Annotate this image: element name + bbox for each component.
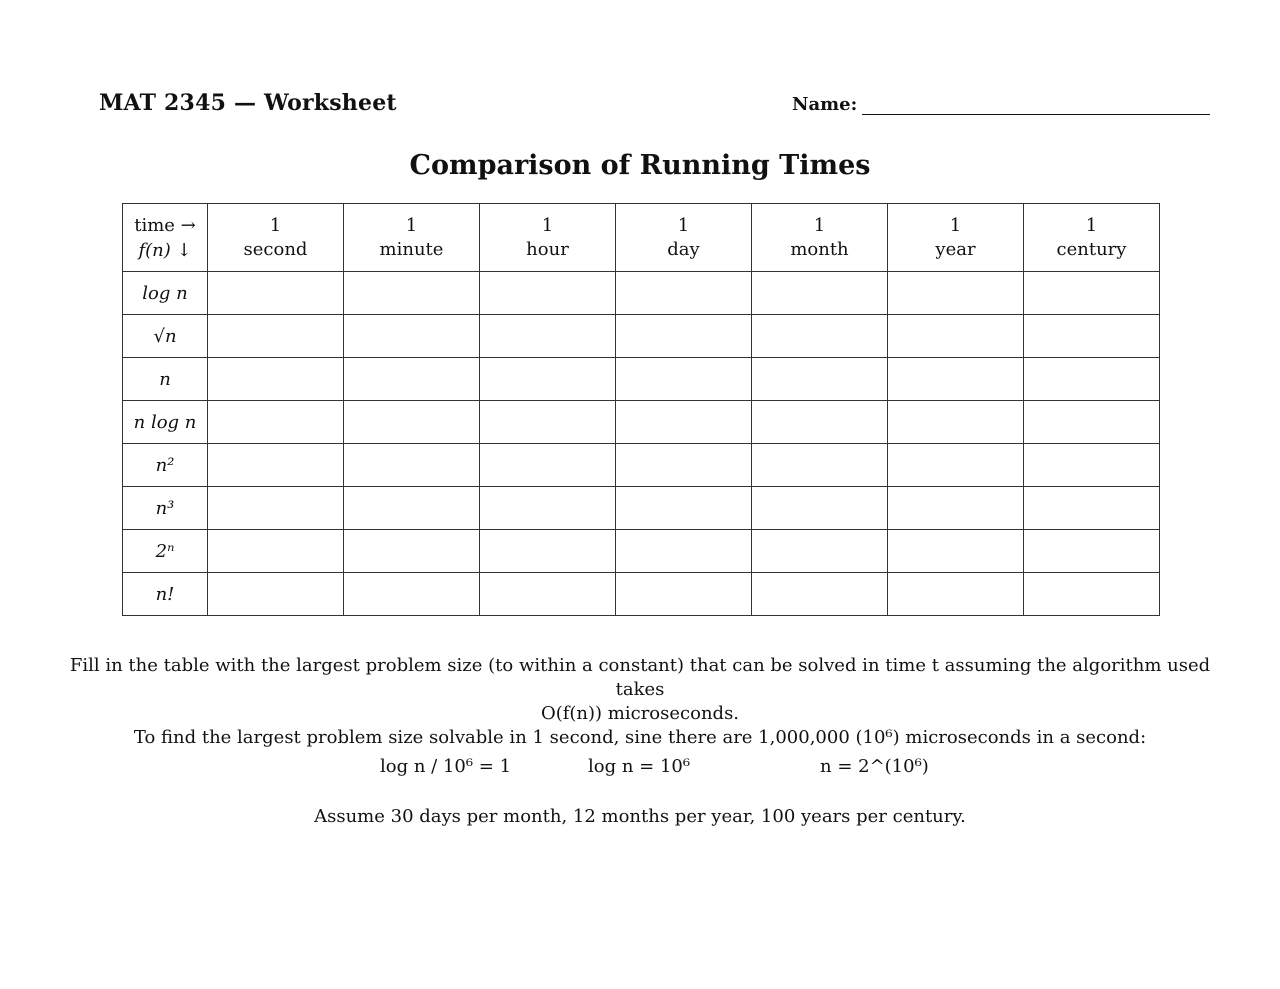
answer-cell[interactable] bbox=[752, 401, 888, 444]
answer-cell[interactable] bbox=[208, 272, 344, 315]
running-times-table bbox=[122, 203, 1160, 616]
answer-cell[interactable] bbox=[752, 315, 888, 358]
equation-3: n = 2^(10⁶) bbox=[820, 756, 929, 777]
row-label: n² bbox=[123, 444, 208, 487]
column-number: 1 bbox=[269, 214, 282, 236]
answer-cell[interactable] bbox=[480, 401, 616, 444]
answer-cell[interactable] bbox=[888, 444, 1024, 487]
table-row bbox=[123, 573, 1160, 616]
answer-cell[interactable] bbox=[344, 487, 480, 530]
answer-cell[interactable] bbox=[616, 315, 752, 358]
row-label: n! bbox=[123, 573, 208, 616]
column-header-minute bbox=[344, 204, 480, 272]
answer-cell[interactable] bbox=[480, 315, 616, 358]
answer-cell[interactable] bbox=[208, 487, 344, 530]
answer-cell[interactable] bbox=[752, 487, 888, 530]
answer-cell[interactable] bbox=[1024, 444, 1160, 487]
assumptions-note: Assume 30 days per month, 12 months per year, 100 years per century. bbox=[314, 806, 966, 827]
answer-cell[interactable] bbox=[888, 401, 1024, 444]
answer-cell[interactable] bbox=[888, 573, 1024, 616]
row-label: √n bbox=[123, 315, 208, 358]
answer-cell[interactable] bbox=[752, 272, 888, 315]
answer-cell[interactable] bbox=[480, 573, 616, 616]
answer-cell[interactable] bbox=[208, 315, 344, 358]
column-header-second bbox=[208, 204, 344, 272]
row-label: n log n bbox=[123, 401, 208, 444]
column-header-century bbox=[1024, 204, 1160, 272]
column-unit: month bbox=[790, 238, 849, 260]
answer-cell[interactable] bbox=[1024, 573, 1160, 616]
answer-cell[interactable] bbox=[888, 358, 1024, 401]
answer-cell[interactable] bbox=[344, 530, 480, 573]
answer-cell[interactable] bbox=[480, 272, 616, 315]
column-number: 1 bbox=[405, 214, 418, 236]
answer-cell[interactable] bbox=[752, 530, 888, 573]
row-label: n bbox=[123, 358, 208, 401]
answer-cell[interactable] bbox=[616, 487, 752, 530]
table-header-row bbox=[123, 204, 1160, 272]
answer-cell[interactable] bbox=[1024, 487, 1160, 530]
answer-cell[interactable] bbox=[616, 530, 752, 573]
column-header-year bbox=[888, 204, 1024, 272]
table-row bbox=[123, 358, 1160, 401]
answer-cell[interactable] bbox=[208, 573, 344, 616]
column-unit: hour bbox=[526, 238, 569, 260]
answer-cell[interactable] bbox=[1024, 530, 1160, 573]
answer-cell[interactable] bbox=[752, 573, 888, 616]
answer-cell[interactable] bbox=[208, 358, 344, 401]
answer-cell[interactable] bbox=[616, 358, 752, 401]
instructions-paragraph bbox=[60, 654, 1220, 726]
answer-cell[interactable] bbox=[1024, 358, 1160, 401]
answer-cell[interactable] bbox=[344, 573, 480, 616]
answer-cell[interactable] bbox=[344, 358, 480, 401]
answer-cell[interactable] bbox=[480, 358, 616, 401]
answer-cell[interactable] bbox=[752, 358, 888, 401]
answer-cell[interactable] bbox=[208, 401, 344, 444]
column-unit: day bbox=[667, 238, 700, 260]
column-unit: minute bbox=[379, 238, 444, 260]
name-blank-line[interactable] bbox=[862, 114, 1210, 115]
equation-2: log n = 10⁶ bbox=[588, 756, 691, 777]
column-unit: year bbox=[935, 238, 976, 260]
table-row bbox=[123, 315, 1160, 358]
answer-cell[interactable] bbox=[480, 487, 616, 530]
column-number: 1 bbox=[677, 214, 690, 236]
name-label: Name: bbox=[792, 94, 858, 115]
worksheet-header: MAT 2345 — Worksheet bbox=[99, 90, 397, 116]
table-row bbox=[123, 444, 1160, 487]
answer-cell[interactable] bbox=[1024, 272, 1160, 315]
column-unit: second bbox=[243, 238, 308, 260]
answer-cell[interactable] bbox=[344, 444, 480, 487]
answer-cell[interactable] bbox=[480, 444, 616, 487]
answer-cell[interactable] bbox=[344, 401, 480, 444]
answer-cell[interactable] bbox=[888, 487, 1024, 530]
name-field[interactable] bbox=[792, 94, 1212, 115]
column-number: 1 bbox=[1085, 214, 1098, 236]
answer-cell[interactable] bbox=[888, 315, 1024, 358]
answer-cell[interactable] bbox=[752, 444, 888, 487]
table-row bbox=[123, 530, 1160, 573]
corner-time-label: time → bbox=[134, 214, 196, 236]
column-header-hour bbox=[480, 204, 616, 272]
answer-cell[interactable] bbox=[344, 272, 480, 315]
answer-cell[interactable] bbox=[616, 272, 752, 315]
answer-cell[interactable] bbox=[208, 444, 344, 487]
instructions-line-2: O(f(n)) microseconds. bbox=[540, 703, 740, 724]
answer-cell[interactable] bbox=[888, 272, 1024, 315]
answer-cell[interactable] bbox=[208, 530, 344, 573]
instructions-line-1: Fill in the table with the largest problem size (to within a constant) that can be solved in time t assuming the algorithm used takes bbox=[69, 655, 1211, 700]
column-unit: century bbox=[1056, 238, 1127, 260]
table-row bbox=[123, 487, 1160, 530]
answer-cell[interactable] bbox=[616, 573, 752, 616]
column-number: 1 bbox=[949, 214, 962, 236]
column-number: 1 bbox=[541, 214, 554, 236]
equation-1: log n / 10⁶ = 1 bbox=[380, 756, 512, 777]
answer-cell[interactable] bbox=[344, 315, 480, 358]
page-title: Comparison of Running Times bbox=[409, 150, 871, 181]
answer-cell[interactable] bbox=[616, 401, 752, 444]
column-number: 1 bbox=[813, 214, 826, 236]
table-row bbox=[123, 401, 1160, 444]
corner-fn-label: f(n) ↓ bbox=[138, 239, 192, 261]
example-intro: To find the largest problem size solvable in 1 second, sine there are 1,000,000 (10⁶) microseconds in a second: bbox=[133, 727, 1147, 748]
corner-cell bbox=[123, 204, 208, 272]
answer-cell[interactable] bbox=[1024, 315, 1160, 358]
answer-cell[interactable] bbox=[888, 530, 1024, 573]
answer-cell[interactable] bbox=[1024, 401, 1160, 444]
row-label: 2ⁿ bbox=[123, 530, 208, 573]
answer-cell[interactable] bbox=[480, 530, 616, 573]
table-row bbox=[123, 272, 1160, 315]
row-label: n³ bbox=[123, 487, 208, 530]
row-label: log n bbox=[123, 272, 208, 315]
column-header-month bbox=[752, 204, 888, 272]
column-header-day bbox=[616, 204, 752, 272]
answer-cell[interactable] bbox=[616, 444, 752, 487]
